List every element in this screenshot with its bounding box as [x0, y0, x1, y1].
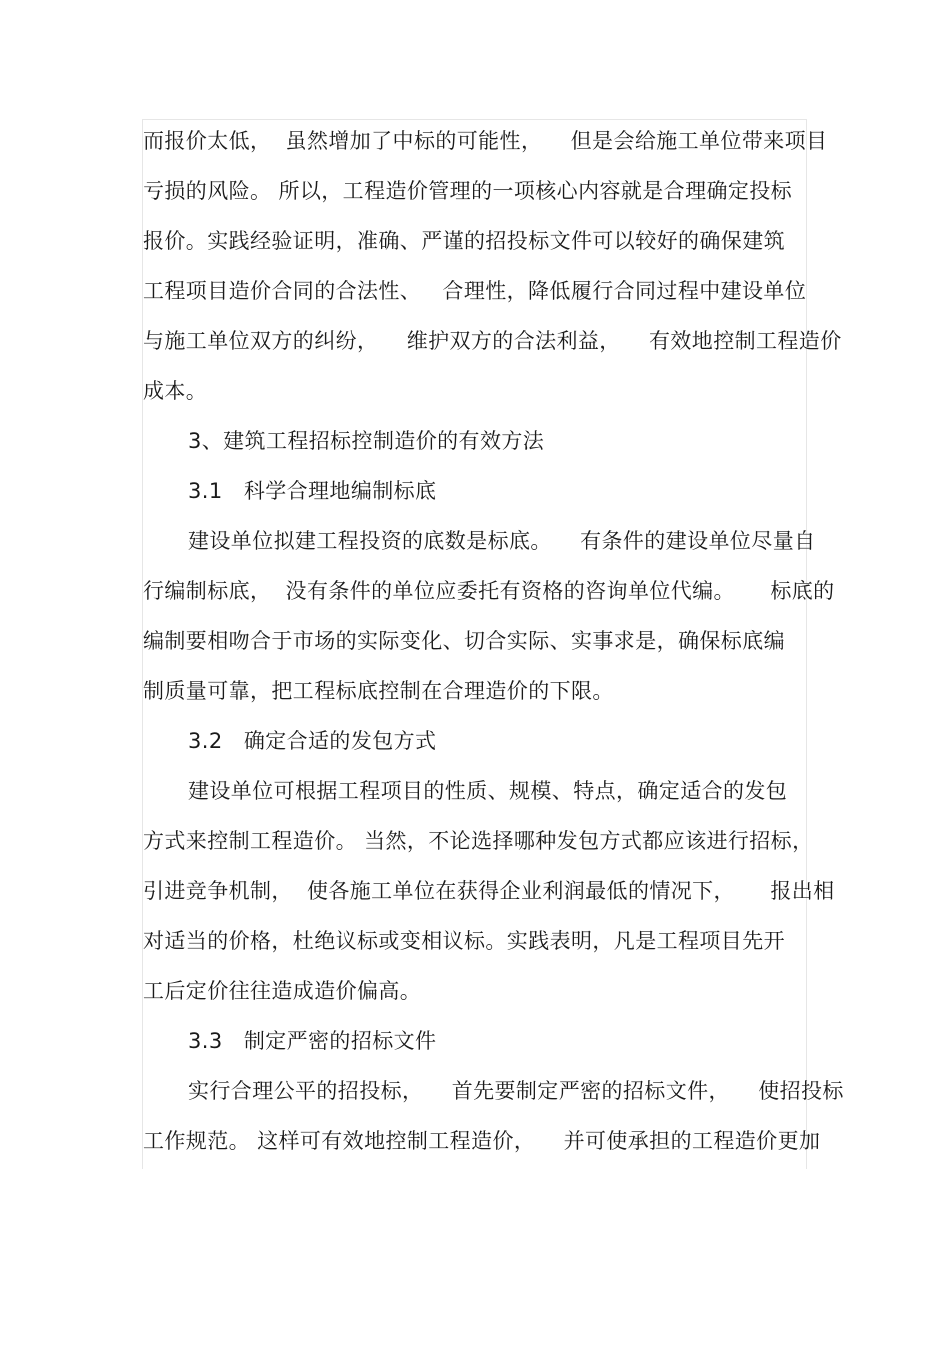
text-line: 与施工单位双方的纠纷， 维护双方的合法利益， 有效地控制工程造价 [143, 329, 842, 353]
text-line: 制质量可靠，把工程标底控制在合理造价的下限。 [143, 679, 614, 703]
text-line: 报价。实践经验证明，准确、严谨的招投标文件可以较好的确保建筑 [143, 229, 785, 253]
document-body [143, 116, 844, 1166]
text-line: 工作规范。 这样可有效地控制工程造价， 并可使承担的工程造价更加 [143, 1129, 821, 1153]
text-line: 工程项目造价合同的合法性、 合理性，降低履行合同过程中建设单位 [143, 279, 807, 303]
text-line: 实行合理公平的招投标， 首先要制定严密的招标文件， 使招投标 [188, 1079, 844, 1103]
text-line: 引进竞争机制， 使各施工单位在获得企业利润最低的情况下， 报出相 [143, 879, 835, 903]
text-line: 方式来控制工程造价。 当然，不论选择哪种发包方式都应该进行招标， [143, 829, 814, 853]
text-line: 亏损的风险。 所以，工程造价管理的一项核心内容就是合理确定投标 [143, 179, 793, 203]
text-line: 工后定价往往造成造价偏高。 [143, 979, 422, 1003]
text-line: 建设单位可根据工程项目的性质、规模、特点，确定适合的发包 [188, 779, 788, 803]
section-heading: 3、建筑工程招标控制造价的有效方法 [188, 429, 545, 453]
subsection-heading: 3.2 确定合适的发包方式 [188, 729, 437, 753]
text-line: 成本。 [143, 379, 208, 403]
text-line: 编制要相吻合于市场的实际变化、切合实际、实事求是，确保标底编 [143, 629, 785, 653]
text-line: 建设单位拟建工程投资的底数是标底。 有条件的建设单位尽量自 [188, 529, 816, 553]
subsection-heading: 3.3 制定严密的招标文件 [188, 1029, 437, 1053]
subsection-heading: 3.1 科学合理地编制标底 [188, 479, 437, 503]
text-line: 行编制标底， 没有条件的单位应委托有资格的咨询单位代编。 标底的 [143, 579, 835, 603]
text-line: 而报价太低， 虽然增加了中标的可能性， 但是会给施工单位带来项目 [143, 129, 828, 153]
text-line: 对适当的价格，杜绝议标或变相议标。实践表明，凡是工程项目先开 [143, 929, 785, 953]
